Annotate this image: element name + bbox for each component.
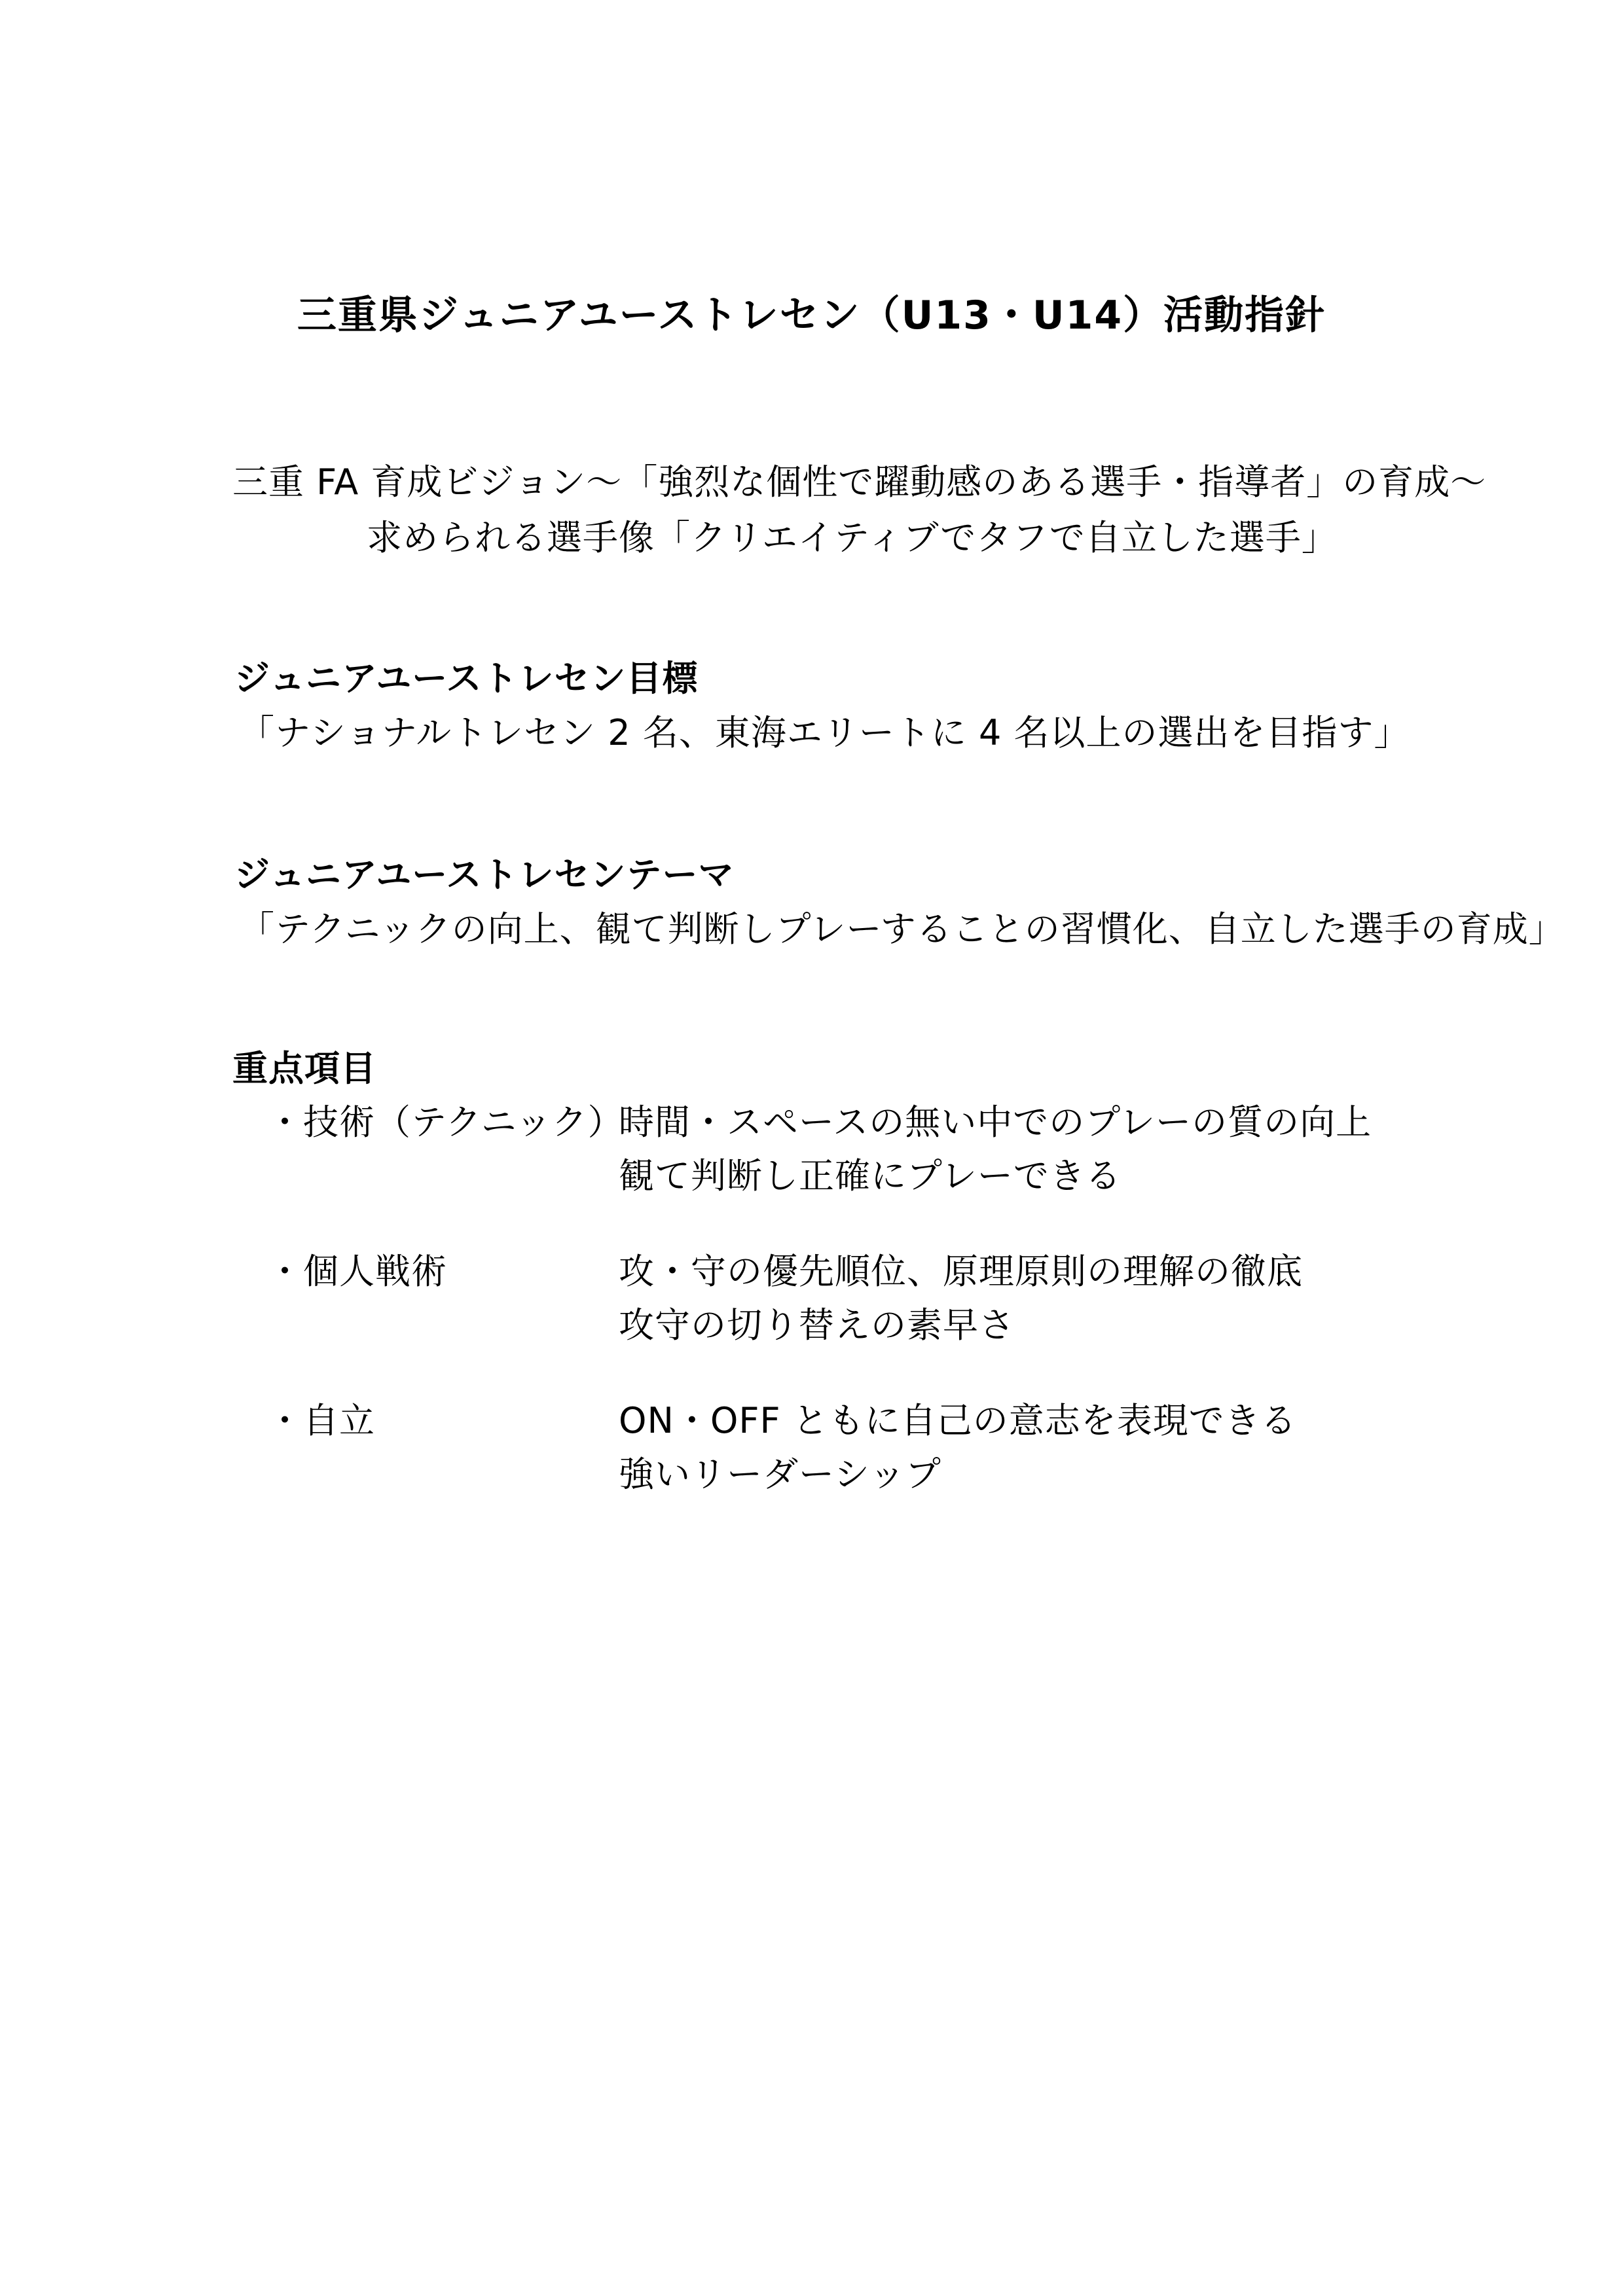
priority-item-desc-line-1: 時間・スペースの無い中でのプレーの質の向上 [619, 1102, 1372, 1143]
priority-item-label: ・技術（テクニック） [267, 1102, 624, 1143]
priority-item-desc-line-2: 攻守の切り替えの素早さ [619, 1304, 1015, 1346]
vision-line-1: 三重 FA 育成ビジョン～「強烈な個性で躍動感のある選手・指導者」の育成～ [232, 461, 1487, 503]
page-title: 三重県ジュニアユーストレセン（U13・U14）活動指針 [297, 293, 1326, 338]
priorities-heading: 重点項目 [232, 1048, 376, 1089]
theme-heading: ジュニアユーストレセンテーマ [234, 854, 735, 895]
theme-body: 「テクニックの向上、観て判断しプレーすることの習慣化、自立した選手の育成」 [239, 908, 1565, 950]
priority-item-desc-line-2: 強いリーダーシップ [619, 1454, 941, 1495]
priority-item-desc-line-1: 攻・守の優先順位、原理原則の理解の徹底 [619, 1251, 1303, 1292]
priority-item-desc-line-1: ON・OFF ともに自己の意志を表現できる [619, 1400, 1297, 1441]
priority-item-label: ・自立 [267, 1400, 375, 1441]
goal-heading: ジュニアユーストレセン目標 [234, 658, 699, 699]
priority-item-label: ・個人戦術 [267, 1251, 447, 1292]
goal-body: 「ナショナルトレセン 2 名、東海エリートに 4 名以上の選出を目指す」 [239, 712, 1410, 753]
vision-line-2: 求められる選手像「クリエイティブでタフで自立した選手」 [367, 517, 1338, 558]
priority-item-desc-line-2: 観て判断し正確にプレーできる [619, 1155, 1122, 1196]
